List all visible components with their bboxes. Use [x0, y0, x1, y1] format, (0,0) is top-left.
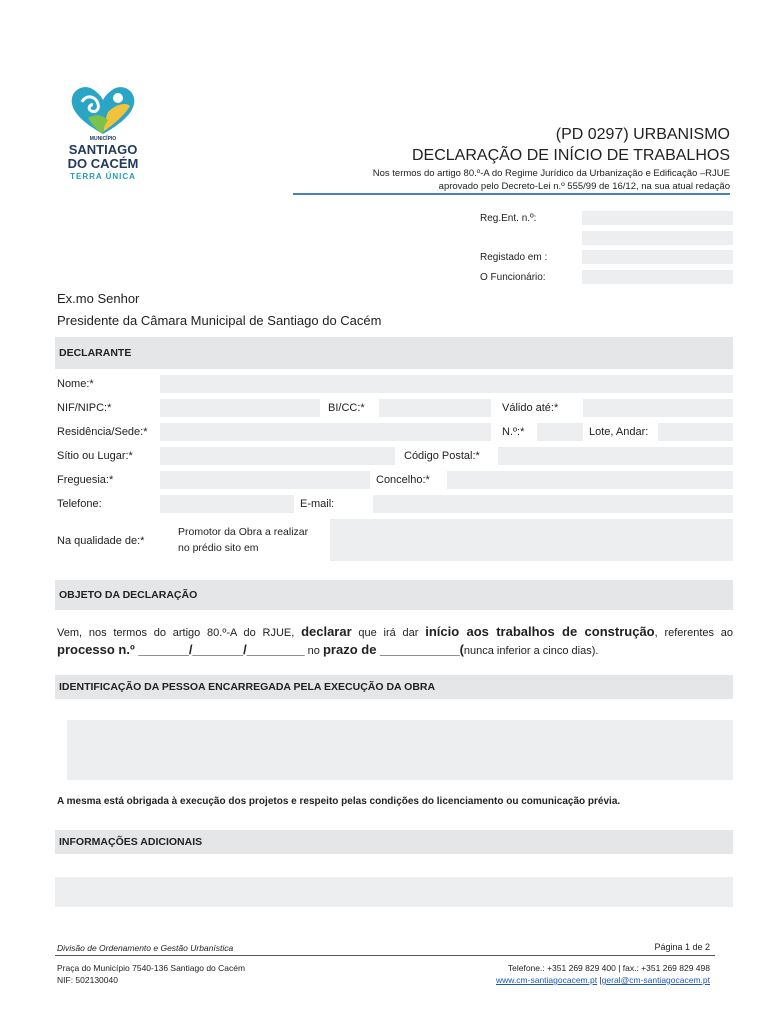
- processo-number-blank[interactable]: processo n.º _______/_______/________: [57, 642, 305, 657]
- lote-field[interactable]: [658, 423, 733, 441]
- objeto-text-4: no: [304, 645, 323, 657]
- footer-contacts: [496, 975, 710, 985]
- predio-location-field[interactable]: [330, 519, 733, 561]
- municipality-logo: [58, 84, 148, 184]
- section-objeto: OBJETO DA DECLARAÇÃO: [55, 580, 733, 610]
- email-link[interactable]: geral@cm-santiagocacem.pt: [601, 975, 710, 985]
- qualidade-value-line1: Promotor da Obra a realizar: [178, 526, 309, 538]
- numero-label: N.º:*: [502, 426, 525, 438]
- freguesia-field[interactable]: [160, 471, 370, 489]
- addressee-line1: Ex.mo Senhor: [57, 291, 140, 306]
- reg-ent-label: Reg.Ent. n.º:: [480, 213, 537, 224]
- bicc-field[interactable]: [379, 399, 491, 417]
- heart-logo-icon: [68, 84, 138, 136]
- document-title: DECLARAÇÃO DE INÍCIO DE TRABALHOS: [412, 147, 730, 164]
- residencia-label: Residência/Sede:*: [57, 426, 148, 438]
- telefone-label: Telefone:: [57, 498, 102, 510]
- footer-page-number: Página 1 de 2: [654, 942, 710, 952]
- qualidade-value-line2: no prédio sito em: [178, 542, 259, 554]
- footer-phones: Telefone.: +351 269 829 400 | fax.: +351 269 829 498: [507, 963, 710, 973]
- website-link[interactable]: www.cm-santiagocacem.pt: [496, 975, 598, 985]
- freguesia-label: Freguesia:*: [57, 474, 114, 486]
- nif-label: NIF/NIPC:*: [57, 402, 112, 414]
- footer-address: Praça do Município 7540-136 Santiago do Cacém: [57, 963, 246, 973]
- section-identificacao: IDENTIFICAÇÃO DA PESSOA ENCARREGADA PELA EXECUÇÃO DA OBRA: [55, 675, 733, 699]
- funcionario-label: O Funcionário:: [480, 272, 546, 283]
- valido-label: Válido até:*: [502, 402, 559, 414]
- telefone-field[interactable]: [160, 495, 294, 513]
- numero-field[interactable]: [537, 423, 583, 441]
- legal-reference-line2: aprovado pelo Decreto-Lei n.º 555/99 de 16/12, na sua atual redação: [438, 181, 730, 192]
- email-field[interactable]: [373, 495, 733, 513]
- legal-reference-line1: Nos termos do artigo 80.º-A do Regime Jurídico da Urbanização e Edificação –RJUE: [372, 168, 730, 179]
- logo-tagline: TERRA ÚNICA: [70, 172, 136, 181]
- concelho-label: Concelho:*: [376, 474, 430, 486]
- addressee-line2: Presidente da Câmara Municipal de Santiago do Cacém: [57, 313, 382, 328]
- footer-nif: NIF: 502130040: [57, 975, 118, 985]
- header-divider: [293, 193, 730, 195]
- lote-label: Lote, Andar:: [589, 426, 649, 438]
- objeto-paragraph-line2: [57, 640, 598, 661]
- bicc-label: BI/CC:*: [328, 402, 365, 414]
- section-declarante: DECLARANTE: [55, 337, 733, 369]
- concelho-field[interactable]: [447, 471, 733, 489]
- sitio-field[interactable]: [160, 447, 395, 465]
- objeto-bold-inicio: início aos trabalhos de construção: [425, 624, 655, 639]
- objeto-bold-declarar: declarar: [301, 624, 352, 639]
- codigo-postal-label: Código Postal:*: [404, 450, 480, 462]
- logo-line2: DO CACÉM: [67, 156, 139, 171]
- email-label: E-mail:: [300, 498, 335, 510]
- prazo-blank[interactable]: prazo de ___________(: [322, 642, 464, 657]
- reg-ent-field[interactable]: [582, 211, 733, 225]
- valido-field[interactable]: [583, 399, 733, 417]
- nome-label: Nome:*: [57, 378, 94, 390]
- registado-label: Registado em :: [480, 252, 548, 263]
- footer-divider: [55, 955, 715, 956]
- objeto-text-1: Vem, nos termos do artigo 80.º-A do RJUE,: [57, 627, 302, 639]
- registado-field[interactable]: [582, 250, 733, 264]
- section-informacoes: INFORMAÇÕES ADICIONAIS: [55, 830, 733, 854]
- logo-small-text: MUNICÍPIO: [89, 136, 117, 142]
- obrigacao-note: A mesma está obrigada à execução dos projetos e respeito pelas condições do licenciamento ou comunicação prévia.: [57, 796, 621, 807]
- identificacao-field[interactable]: [67, 720, 733, 780]
- residencia-field[interactable]: [160, 423, 491, 441]
- informacoes-field[interactable]: [55, 877, 733, 907]
- codigo-postal-field[interactable]: [498, 447, 733, 465]
- objeto-text-3: , referentes ao: [654, 627, 734, 639]
- sitio-label: Sítio ou Lugar:*: [57, 450, 133, 462]
- footer-separator: |: [597, 975, 602, 985]
- reg-ent-field-2[interactable]: [582, 231, 733, 245]
- footer-division: Divisão de Ordenamento e Gestão Urbanística: [57, 943, 234, 953]
- funcionario-field[interactable]: [582, 270, 733, 284]
- nif-field[interactable]: [160, 399, 320, 417]
- qualidade-label: Na qualidade de:*: [57, 535, 145, 547]
- logo-line1: SANTIAGO: [68, 142, 138, 157]
- objeto-text-2: que irá dar: [351, 627, 426, 639]
- nome-field[interactable]: [160, 375, 733, 393]
- objeto-text-5: nunca inferior a cinco dias).: [463, 645, 599, 657]
- document-code-title: (PD 0297) URBANISMO: [555, 126, 730, 143]
